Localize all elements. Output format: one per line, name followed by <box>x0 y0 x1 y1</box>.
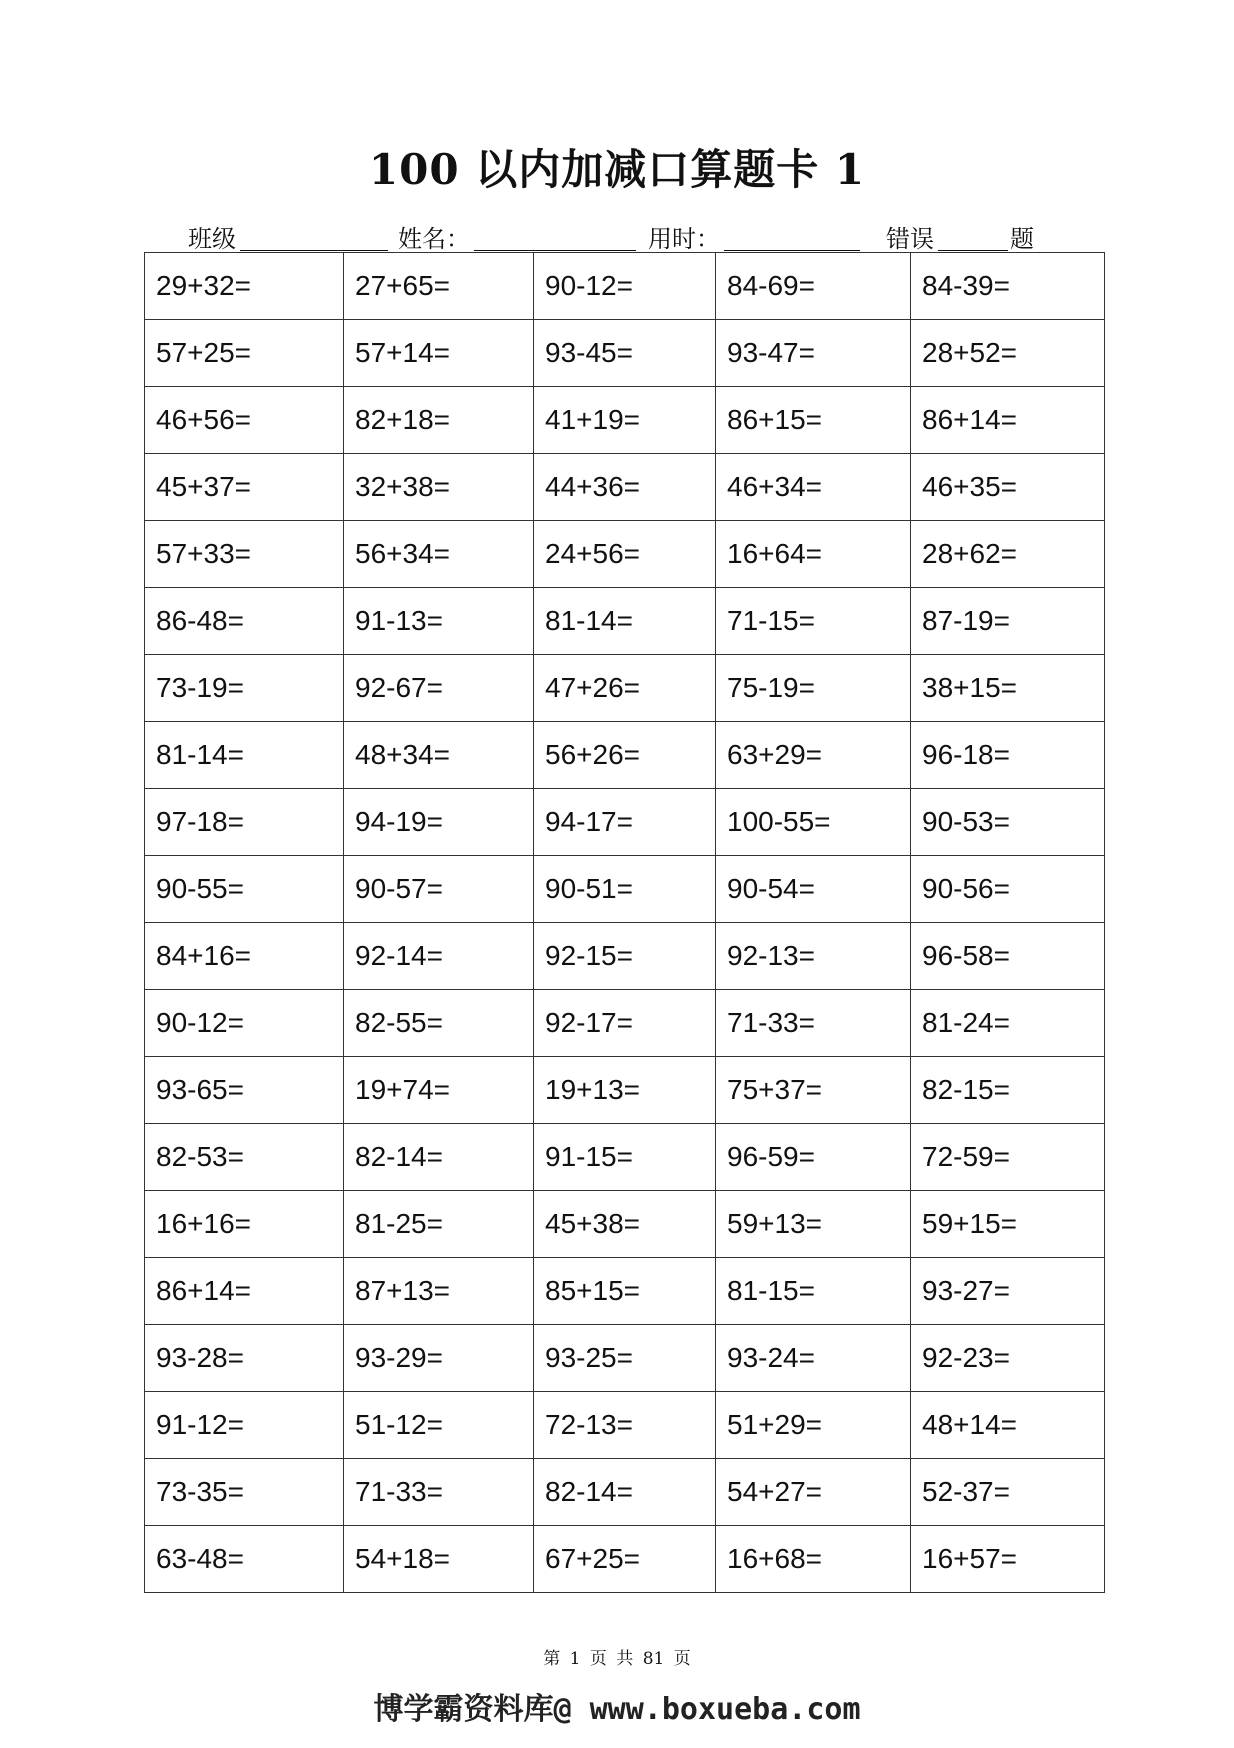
problem-cell: 46+56= <box>145 387 344 454</box>
problem-cell: 93-25= <box>534 1325 716 1392</box>
table-row <box>145 856 1105 923</box>
problem-cell: 81-15= <box>716 1258 911 1325</box>
problem-cell: 44+36= <box>534 454 716 521</box>
problem-cell: 38+15= <box>911 655 1105 722</box>
table-row <box>145 1124 1105 1191</box>
problem-cell: 86-48= <box>145 588 344 655</box>
problem-cell: 28+52= <box>911 320 1105 387</box>
errors-field <box>886 224 1034 254</box>
problem-cell: 92-13= <box>716 923 911 990</box>
errors-blank <box>938 226 1008 251</box>
problem-cell: 86+15= <box>716 387 911 454</box>
problem-cell: 75+37= <box>716 1057 911 1124</box>
problem-cell: 92-17= <box>534 990 716 1057</box>
problem-cell: 45+38= <box>534 1191 716 1258</box>
table-row <box>145 789 1105 856</box>
problem-cell: 56+34= <box>344 521 534 588</box>
problem-cell: 19+74= <box>344 1057 534 1124</box>
problem-cell: 41+19= <box>534 387 716 454</box>
table-row <box>145 1459 1105 1526</box>
problem-cell: 94-17= <box>534 789 716 856</box>
table-row <box>145 655 1105 722</box>
table-row <box>145 454 1105 521</box>
problem-cell: 81-24= <box>911 990 1105 1057</box>
name-blank <box>474 226 636 251</box>
time-field <box>648 224 864 254</box>
problem-cell: 90-51= <box>534 856 716 923</box>
problem-cell: 92-23= <box>911 1325 1105 1392</box>
class-field <box>188 224 392 254</box>
problem-cell: 85+15= <box>534 1258 716 1325</box>
errors-label: 错误 <box>886 225 934 253</box>
problem-cell: 90-57= <box>344 856 534 923</box>
problem-cell: 71-15= <box>716 588 911 655</box>
problem-cell: 90-12= <box>534 253 716 320</box>
problem-cell: 84-69= <box>716 253 911 320</box>
watermark: 博学霸资料库@ www.boxueba.com <box>373 1692 861 1727</box>
problem-cell: 92-15= <box>534 923 716 990</box>
table-row <box>145 1392 1105 1459</box>
problem-cell: 81-14= <box>145 722 344 789</box>
problem-cell: 96-18= <box>911 722 1105 789</box>
problem-cell: 82-14= <box>534 1459 716 1526</box>
problem-cell: 92-67= <box>344 655 534 722</box>
problem-cell: 100-55= <box>716 789 911 856</box>
problem-cell: 90-55= <box>145 856 344 923</box>
problem-cell: 81-25= <box>344 1191 534 1258</box>
table-row <box>145 387 1105 454</box>
problem-cell: 54+27= <box>716 1459 911 1526</box>
problem-cell: 91-12= <box>145 1392 344 1459</box>
problem-cell: 57+25= <box>145 320 344 387</box>
problem-cell: 90-56= <box>911 856 1105 923</box>
problem-cell: 28+62= <box>911 521 1105 588</box>
problem-cell: 72-59= <box>911 1124 1105 1191</box>
problem-cell: 19+13= <box>534 1057 716 1124</box>
table-row <box>145 1526 1105 1593</box>
problem-cell: 82-14= <box>344 1124 534 1191</box>
problem-cell: 86+14= <box>911 387 1105 454</box>
problem-cell: 90-53= <box>911 789 1105 856</box>
problem-cell: 81-14= <box>534 588 716 655</box>
problem-cell: 57+14= <box>344 320 534 387</box>
page-number: 第 1 页 共 81 页 <box>543 1649 691 1669</box>
table-row <box>145 588 1105 655</box>
problem-cell: 87-19= <box>911 588 1105 655</box>
name-field <box>398 224 640 254</box>
problem-cell: 27+65= <box>344 253 534 320</box>
problem-cell: 57+33= <box>145 521 344 588</box>
problem-cell: 47+26= <box>534 655 716 722</box>
table-row <box>145 722 1105 789</box>
problem-table <box>144 252 1105 1593</box>
problem-cell: 73-19= <box>145 655 344 722</box>
problem-cell: 75-19= <box>716 655 911 722</box>
problem-cell: 93-28= <box>145 1325 344 1392</box>
problem-cell: 82-53= <box>145 1124 344 1191</box>
problem-cell: 93-27= <box>911 1258 1105 1325</box>
problem-cell: 87+13= <box>344 1258 534 1325</box>
problem-cell: 71-33= <box>716 990 911 1057</box>
problem-cell: 52-37= <box>911 1459 1105 1526</box>
class-label: 班级 <box>188 225 236 253</box>
table-row <box>145 320 1105 387</box>
table-row <box>145 1258 1105 1325</box>
problem-cell: 56+26= <box>534 722 716 789</box>
problem-cell: 93-47= <box>716 320 911 387</box>
table-row <box>145 253 1105 320</box>
problem-cell: 82-55= <box>344 990 534 1057</box>
problem-cell: 63-48= <box>145 1526 344 1593</box>
time-label: 用时： <box>648 225 720 253</box>
problem-cell: 84-39= <box>911 253 1105 320</box>
problem-cell: 59+13= <box>716 1191 911 1258</box>
problem-cell: 51-12= <box>344 1392 534 1459</box>
table-row <box>145 1191 1105 1258</box>
table-row <box>145 521 1105 588</box>
problem-cell: 59+15= <box>911 1191 1105 1258</box>
problem-cell: 67+25= <box>534 1526 716 1593</box>
problem-cell: 93-29= <box>344 1325 534 1392</box>
problem-cell: 16+68= <box>716 1526 911 1593</box>
problem-cell: 93-45= <box>534 320 716 387</box>
problem-cell: 29+32= <box>145 253 344 320</box>
problem-cell: 91-13= <box>344 588 534 655</box>
problem-cell: 90-54= <box>716 856 911 923</box>
student-info-row <box>188 220 1034 254</box>
problem-cell: 93-65= <box>145 1057 344 1124</box>
problem-cell: 16+57= <box>911 1526 1105 1593</box>
problem-cell: 32+38= <box>344 454 534 521</box>
problem-cell: 91-15= <box>534 1124 716 1191</box>
problem-cell: 93-24= <box>716 1325 911 1392</box>
class-blank <box>240 226 388 251</box>
problem-cell: 46+34= <box>716 454 911 521</box>
table-row <box>145 990 1105 1057</box>
problem-cell: 92-14= <box>344 923 534 990</box>
problem-cell: 73-35= <box>145 1459 344 1526</box>
problem-cell: 16+16= <box>145 1191 344 1258</box>
problem-cell: 72-13= <box>534 1392 716 1459</box>
problem-cell: 48+14= <box>911 1392 1105 1459</box>
problem-cell: 24+56= <box>534 521 716 588</box>
name-label: 姓名： <box>398 225 470 253</box>
problem-cell: 82-15= <box>911 1057 1105 1124</box>
problem-cell: 97-18= <box>145 789 344 856</box>
problem-cell: 94-19= <box>344 789 534 856</box>
problem-cell: 46+35= <box>911 454 1105 521</box>
problem-cell: 86+14= <box>145 1258 344 1325</box>
page-title: 100 以内加减口算题卡 1 <box>368 145 866 194</box>
problem-cell: 16+64= <box>716 521 911 588</box>
errors-suffix: 题 <box>1010 225 1034 253</box>
problem-cell: 82+18= <box>344 387 534 454</box>
problem-cell: 96-58= <box>911 923 1105 990</box>
problem-cell: 45+37= <box>145 454 344 521</box>
problem-cell: 48+34= <box>344 722 534 789</box>
time-blank <box>724 226 860 251</box>
problem-cell: 84+16= <box>145 923 344 990</box>
table-row <box>145 1325 1105 1392</box>
table-row <box>145 1057 1105 1124</box>
problem-cell: 51+29= <box>716 1392 911 1459</box>
problem-cell: 96-59= <box>716 1124 911 1191</box>
problem-cell: 90-12= <box>145 990 344 1057</box>
problem-cell: 71-33= <box>344 1459 534 1526</box>
table-row <box>145 923 1105 990</box>
problem-cell: 63+29= <box>716 722 911 789</box>
problem-cell: 54+18= <box>344 1526 534 1593</box>
